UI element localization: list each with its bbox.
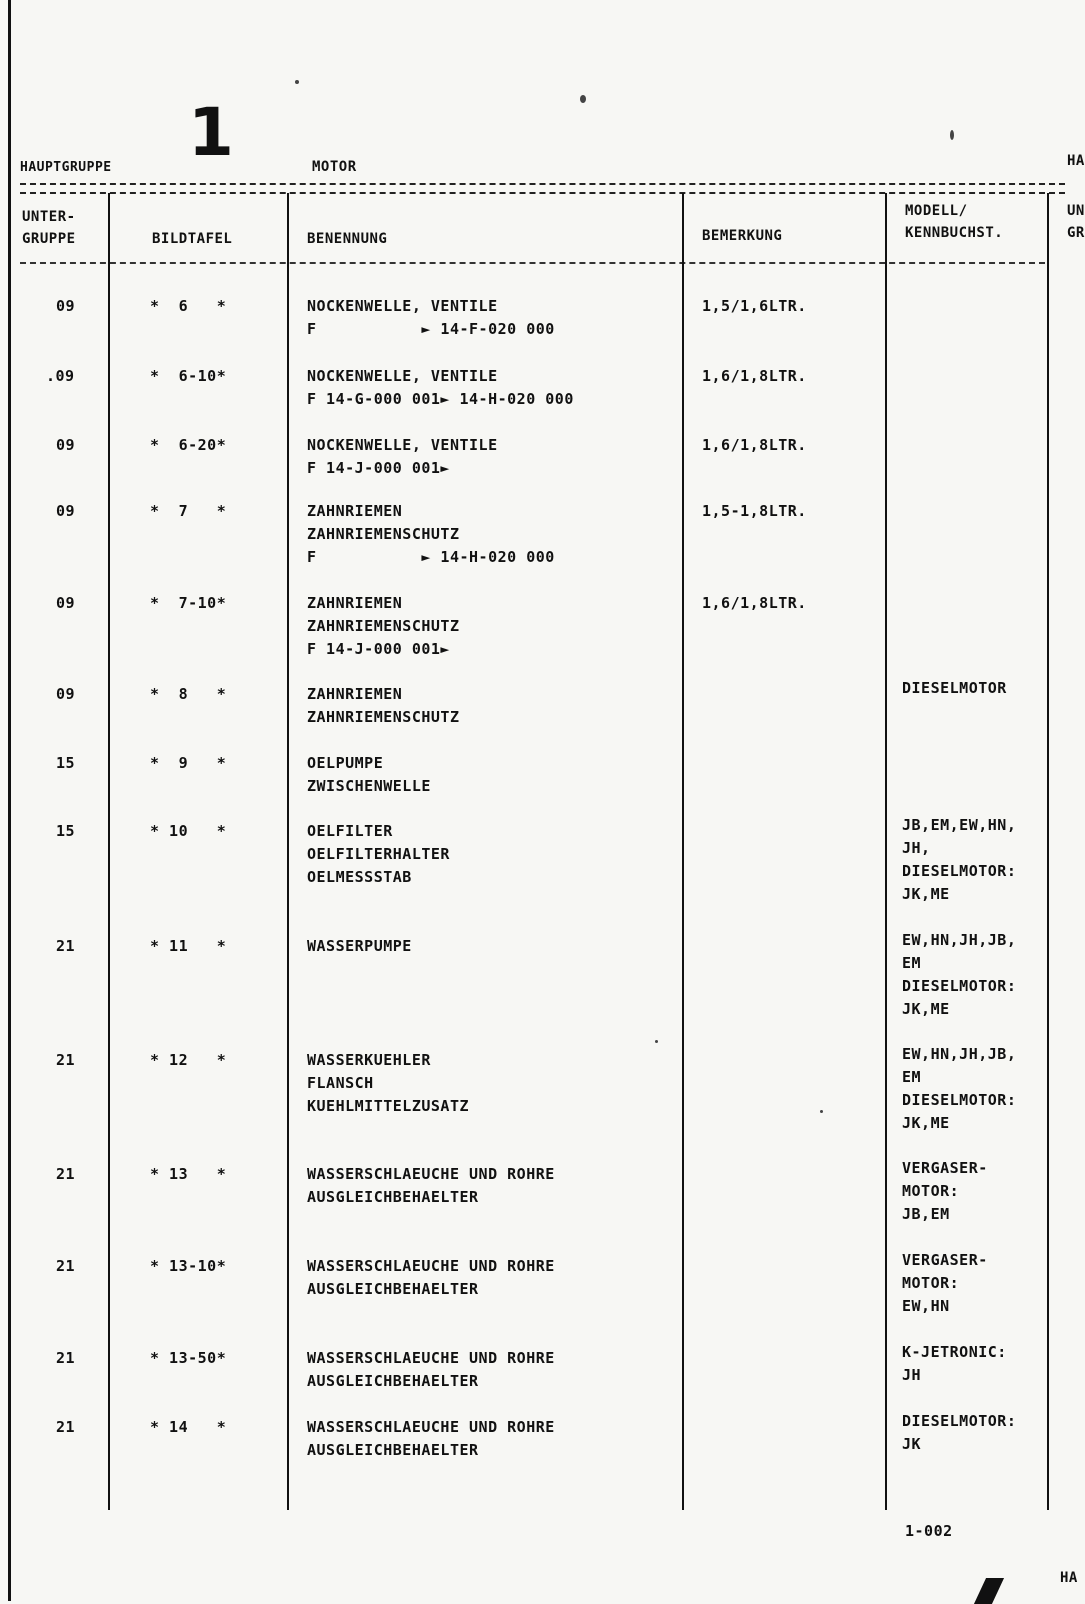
unter-gruppe-cell: 21 [56, 1257, 76, 1275]
speck [950, 130, 954, 140]
unter-gruppe-cell: 21 [56, 1418, 76, 1436]
modell-line: JH, [902, 839, 931, 857]
column-rule-1 [108, 193, 110, 1510]
benennung-line: AUSGLEICHBEHAELTER [307, 1372, 479, 1390]
right-cut-label-2: UN [1067, 203, 1085, 219]
col-header-benennung: BENENNUNG [307, 231, 388, 247]
modell-line: JK [902, 1435, 922, 1453]
col-header-unter-2: GRUPPE [22, 231, 76, 247]
speck [295, 80, 299, 84]
benennung-line: NOCKENWELLE, VENTILE [307, 367, 498, 385]
right-cut-label-3: GR [1067, 225, 1085, 241]
modell-line: JB,EM,EW,HN, [902, 816, 1017, 834]
group-title: MOTOR [312, 159, 357, 175]
unter-gruppe-cell: 15 [56, 822, 76, 840]
modell-line: EW,HN,JH,JB, [902, 931, 1017, 949]
speck [580, 95, 586, 103]
unter-gruppe-cell: .09 [46, 367, 75, 385]
benennung-line: WASSERSCHLAEUCHE UND ROHRE [307, 1257, 555, 1275]
column-header-separator [20, 262, 1045, 264]
group-label: HAUPTGRUPPE [20, 160, 112, 175]
benennung-line: F 14-G-000 001► 14-H-020 000 [307, 390, 574, 408]
column-rule-3 [682, 193, 684, 1510]
benennung-line: ZAHNRIEMENSCHUTZ [307, 525, 460, 543]
modell-line: JB,EM [902, 1205, 950, 1223]
bemerkung-cell: 1,5/1,6LTR. [702, 297, 807, 315]
modell-line: VERGASER- [902, 1251, 988, 1269]
column-rule-5 [1047, 193, 1049, 1510]
unter-gruppe-cell: 21 [56, 1165, 76, 1183]
modell-line: DIESELMOTOR: [902, 977, 1017, 995]
bildtafel-cell: * 13-10* [150, 1257, 227, 1275]
right-cut-label-1: HA [1067, 153, 1085, 169]
unter-gruppe-cell: 09 [56, 297, 76, 315]
bildtafel-cell: * 9 * [150, 754, 227, 772]
unter-gruppe-cell: 09 [56, 502, 76, 520]
bildtafel-cell: * 6-10* [150, 367, 227, 385]
benennung-line: WASSERKUEHLER [307, 1051, 431, 1069]
benennung-line: FLANSCH [307, 1074, 374, 1092]
bildtafel-cell: * 10 * [150, 822, 227, 840]
modell-line: DIESELMOTOR: [902, 1091, 1017, 1109]
col-header-bemerkung: BEMERKUNG [702, 228, 783, 244]
edge-mark [974, 1578, 1004, 1604]
modell-line: MOTOR: [902, 1274, 960, 1292]
modell-line: DIESELMOTOR: [902, 1412, 1017, 1430]
modell-line: EW,HN,JH,JB, [902, 1045, 1017, 1063]
benennung-line: AUSGLEICHBEHAELTER [307, 1280, 479, 1298]
modell-line: EM [902, 1068, 922, 1086]
benennung-line: WASSERSCHLAEUCHE UND ROHRE [307, 1165, 555, 1183]
column-rule-2 [287, 193, 289, 1510]
benennung-line: NOCKENWELLE, VENTILE [307, 436, 498, 454]
bemerkung-cell: 1,6/1,8LTR. [702, 594, 807, 612]
benennung-line: AUSGLEICHBEHAELTER [307, 1188, 479, 1206]
bildtafel-cell: * 11 * [150, 937, 227, 955]
speck [655, 1040, 658, 1043]
col-header-bildtafel: BILDTAFEL [152, 231, 233, 247]
bemerkung-cell: 1,6/1,8LTR. [702, 367, 807, 385]
modell-line: JK,ME [902, 1000, 950, 1018]
bottom-right-cut-label: HA [1060, 1570, 1078, 1586]
page-number: 1-002 [905, 1522, 953, 1540]
unter-gruppe-cell: 15 [56, 754, 76, 772]
benennung-line: ZAHNRIEMENSCHUTZ [307, 708, 460, 726]
modell-line: DIESELMOTOR: [902, 862, 1017, 880]
unter-gruppe-cell: 21 [56, 1349, 76, 1367]
group-number: 1 [188, 94, 235, 171]
bildtafel-cell: * 6 * [150, 297, 227, 315]
benennung-line: F 14-J-000 001► [307, 640, 450, 658]
bildtafel-cell: * 13-50* [150, 1349, 227, 1367]
unter-gruppe-cell: 09 [56, 685, 76, 703]
benennung-line: OELFILTERHALTER [307, 845, 450, 863]
modell-line: K-JETRONIC: [902, 1343, 1007, 1361]
benennung-line: KUEHLMITTELZUSATZ [307, 1097, 470, 1115]
modell-line: EW,HN [902, 1297, 950, 1315]
speck [820, 1110, 823, 1113]
bildtafel-cell: * 7 * [150, 502, 227, 520]
bildtafel-cell: * 14 * [150, 1418, 227, 1436]
benennung-line: ZAHNRIEMENSCHUTZ [307, 617, 460, 635]
benennung-line: ZWISCHENWELLE [307, 777, 431, 795]
benennung-line: WASSERSCHLAEUCHE UND ROHRE [307, 1418, 555, 1436]
col-header-modell-1: MODELL/ [905, 203, 968, 219]
bemerkung-cell: 1,6/1,8LTR. [702, 436, 807, 454]
bildtafel-cell: * 6-20* [150, 436, 227, 454]
unter-gruppe-cell: 21 [56, 937, 76, 955]
bildtafel-cell: * 8 * [150, 685, 227, 703]
unter-gruppe-cell: 09 [56, 436, 76, 454]
benennung-line: OELPUMPE [307, 754, 384, 772]
benennung-line: ZAHNRIEMEN [307, 502, 403, 520]
bemerkung-cell: 1,5-1,8LTR. [702, 502, 807, 520]
modell-line: JK,ME [902, 885, 950, 903]
benennung-line: F ► 14-H-020 000 [307, 548, 555, 566]
benennung-line: OELMESSSTAB [307, 868, 412, 886]
modell-line: MOTOR: [902, 1182, 960, 1200]
left-margin-bar [8, 0, 11, 1601]
modell-line: EM [902, 954, 922, 972]
benennung-line: NOCKENWELLE, VENTILE [307, 297, 498, 315]
modell-line: JK,ME [902, 1114, 950, 1132]
benennung-line: AUSGLEICHBEHAELTER [307, 1441, 479, 1459]
modell-line: VERGASER- [902, 1159, 988, 1177]
col-header-unter-1: UNTER- [22, 209, 76, 225]
benennung-line: OELFILTER [307, 822, 393, 840]
header-separator [20, 183, 1065, 194]
benennung-line: F ► 14-F-020 000 [307, 320, 555, 338]
modell-line: DIESELMOTOR [902, 679, 1007, 697]
benennung-line: ZAHNRIEMEN [307, 594, 403, 612]
unter-gruppe-cell: 09 [56, 594, 76, 612]
bildtafel-cell: * 7-10* [150, 594, 227, 612]
bildtafel-cell: * 13 * [150, 1165, 227, 1183]
benennung-line: ZAHNRIEMEN [307, 685, 403, 703]
column-rule-4 [885, 193, 887, 1510]
unter-gruppe-cell: 21 [56, 1051, 76, 1069]
col-header-modell-2: KENNBUCHST. [905, 225, 1004, 241]
benennung-line: WASSERPUMPE [307, 937, 412, 955]
benennung-line: WASSERSCHLAEUCHE UND ROHRE [307, 1349, 555, 1367]
benennung-line: F 14-J-000 001► [307, 459, 450, 477]
modell-line: JH [902, 1366, 922, 1384]
bildtafel-cell: * 12 * [150, 1051, 227, 1069]
